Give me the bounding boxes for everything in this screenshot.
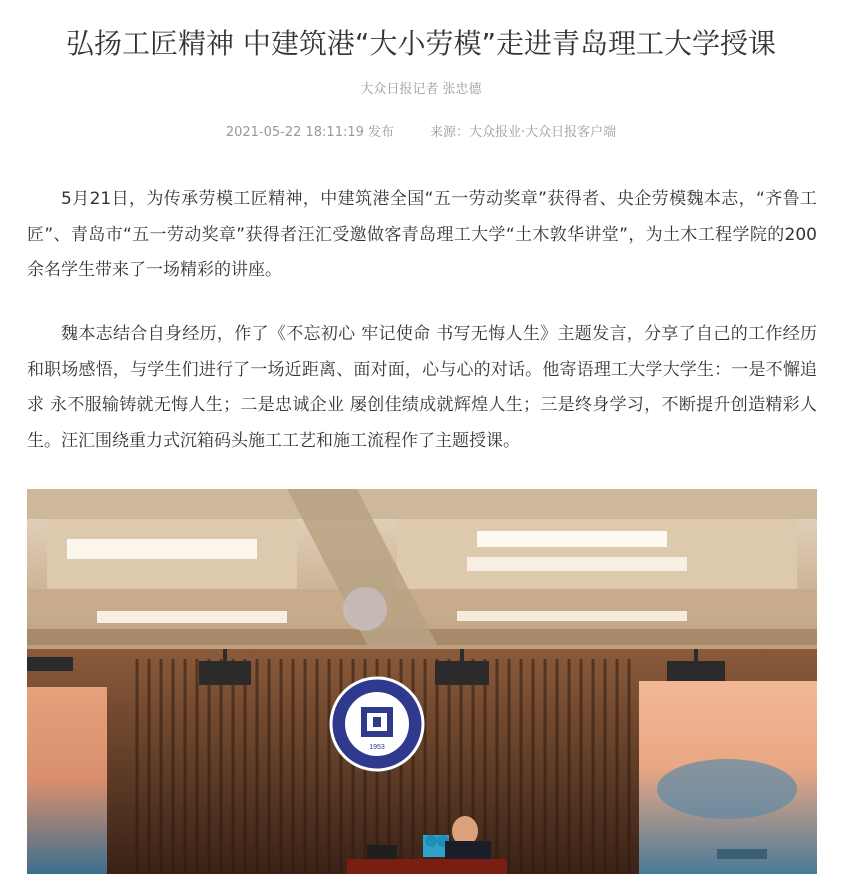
lecture-photo[interactable] xyxy=(27,489,817,874)
publish-time: 2021-05-22 18:11:19 发布 xyxy=(225,125,395,140)
emblem-year: 1953 xyxy=(369,744,385,751)
article-author: 大众日报记者 张忠德 xyxy=(360,82,482,97)
university-emblem xyxy=(331,678,423,770)
article-source: 来源：大众报业·大众日报客户端 xyxy=(430,125,617,140)
article-paragraph: 5月21日，为传承劳模工匠精神，中建筑港全国“五一劳动奖章”获得者、央企劳模魏本志，“齐鲁工匠”、青岛市“五一劳动奖章”获得者汪汇受邀做客青岛理工大学“土木敦华讲堂”，为土木工程学院的200余名学生带来了一场精彩的讲座。 xyxy=(27,189,817,280)
article-title: 弘扬工匠精神 中建筑港“大小劳模”走进青岛理工大学授课 xyxy=(66,27,776,60)
article-meta xyxy=(0,123,842,143)
article-paragraph: 魏本志结合自身经历，作了《不忘初心 牢记使命 书写无悔人生》主题发言，分享了自己的工作经历和职场感悟，与学生们进行了一场近距离、面对面，心与心的对话。他寄语理工大学大学生：一是不懈追求 永不服输铸就无悔人生；二是忠诚企业 屡创佳绩成就辉煌人生；三是终身学习，不断提升创造精彩人生。汪汇围绕重力式沉箱码头施工工艺和施工流程作了主题授课。 xyxy=(27,324,817,451)
